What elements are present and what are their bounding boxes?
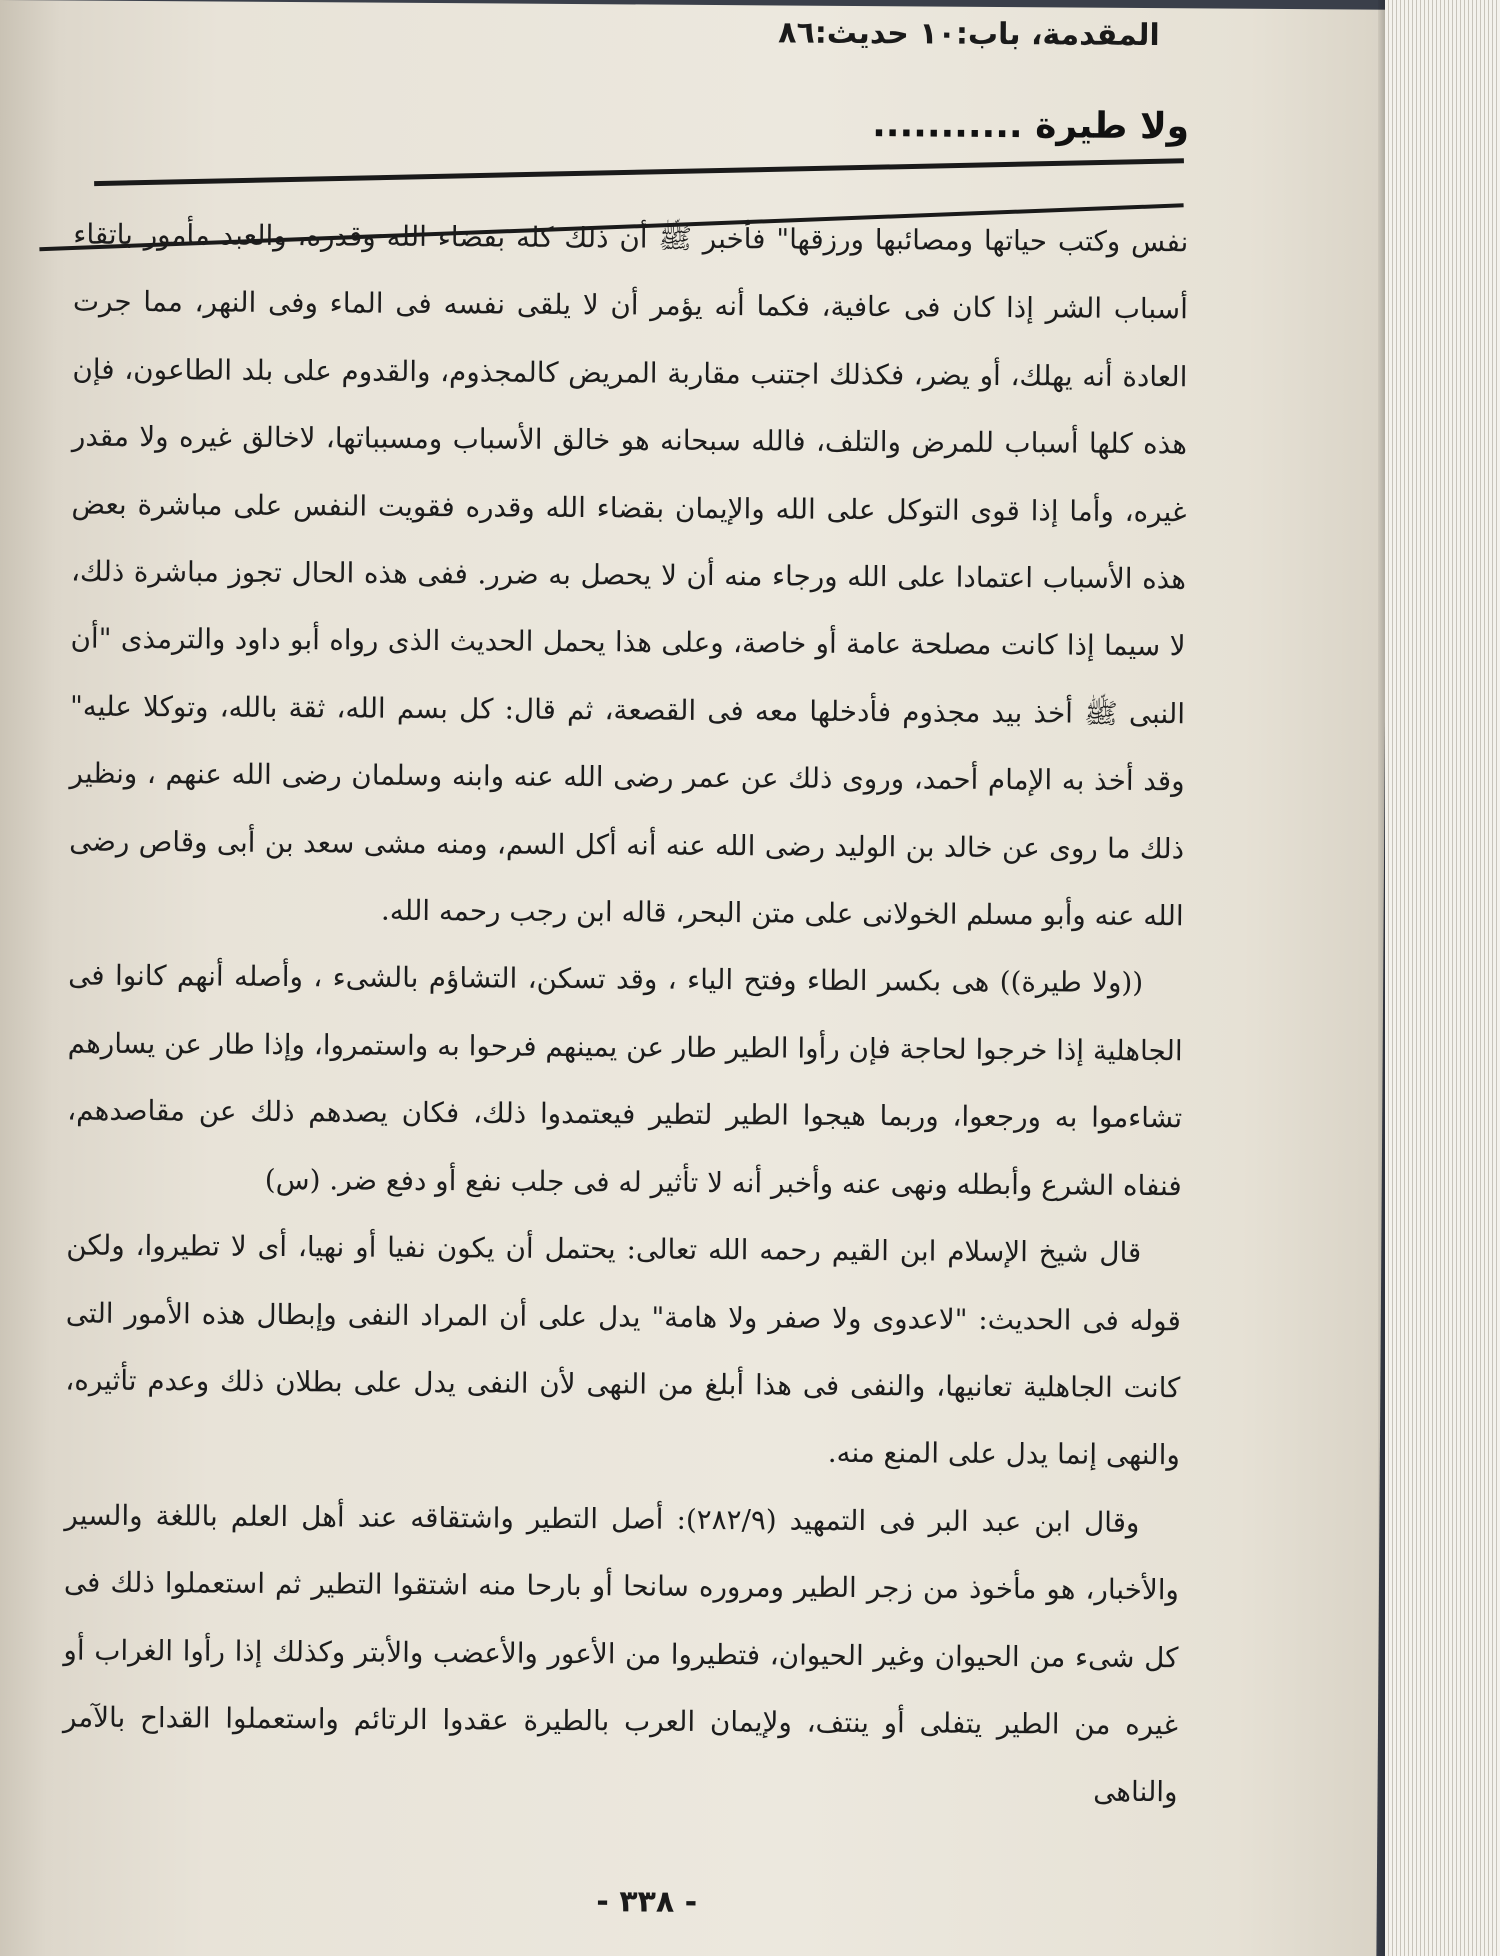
page-body <box>62 201 1188 1826</box>
paragraph-1: نفس وكتب حياتها ومصائبها ورزقها" فأخبر ﷺ أن ذلك كله بقضاء الله وقدره، والعبد مأمور باتقاء أسباب الشر إذا كان فى عافية، فكما أنه يؤمر أن لا يلقى نفسه فى الماء وفى النهر، مما جرت العادة أنه يهلك، أو يضر، فكذلك اجتنب مقاربة المريض كالمجذوم، والقدوم على بلد الطاعون، فإن هذه كلها أسباب للمرض والتلف، فالله سبحانه هو خالق الأسباب ومسبباتها، لاخالق غيره ولا مقدر غيره، وأما إذا قوى التوكل على الله والإيمان بقضاء الله وقدره فقويت النفس على مباشرة بعض هذه الأسباب اعتمادا على الله ورجاء منه أن لا يحصل به ضرر. ففى هذه الحال تجوز مباشرة ذلك، لا سيما إذا كانت مصلحة عامة أو خاصة، وعلى هذا يحمل الحديث الذى رواه أبو داود والترمذى "أن النبى ﷺ أخذ بيد مجذوم فأدخلها معه فى القصعة، ثم قال: كل بسم الله، ثقة بالله، وتوكلا عليه" وقد أخذ به الإمام أحمد، وروى ذلك عن عمر رضى الله عنه وابنه وسلمان رضى الله عنهم ، ونظير ذلك ما روى عن خالد بن الوليد رضى الله عنه أنه أكل السم، ومنه مشى سعد بن أبى وقاص رضى الله عنه وأبو مسلم الخولانى على متن البحر، قاله ابن رجب رحمه الله. <box>69 217 1189 933</box>
page-number: - ٣٣٨ - <box>596 1884 698 1920</box>
running-header: المقدمة، باب:١٠ حديث:٨٦ <box>778 15 1160 54</box>
book-page-edges <box>1385 0 1500 1956</box>
section-title: ولا طيرة ........... <box>872 104 1190 148</box>
paragraph-2: ((ولا طيرة)) هى بكسر الطاء وفتح الياء ، وقد تسكن، التشاؤم بالشىء ، وأصله أنهم كانوا فى الجاهلية إذا خرجوا لحاجة فإن رأوا الطير طار عن يمينهم فرحوا به واستمروا، وإذا طار عن يسارهم تشاءموا به ورجعوا، وربما هيجوا الطير لتطير فيعتمدوا ذلك، فكان يصدهم ذلك عن مقاصدهم، فنفاه الشرع وأبطله ونهى عنه وأخبر أنه لا تأثير له فى جلب نفع أو دفع ضر. (س) <box>67 958 1183 1202</box>
paragraph-3: قال شيخ الإسلام ابن القيم رحمه الله تعالى: يحتمل أن يكون نفيا أو نهيا، أى لا تطيروا، ولكن قوله فى الحديث: "لاعدوى ولا صفر ولا هامة" يدل على أن المراد النفى وإبطال هذه الأمور التى كانت الجاهلية تعانيها، والنفى فى هذا أبلغ من النهى لأن النفى يدل على بطلان ذلك وعدم تأثيره، والنهى إنما يدل على المنع منه. <box>65 1228 1181 1472</box>
paragraph-4: وقال ابن عبد البر فى التمهيد (٢٨٢/٩): أصل التطير واشتقاقه عند أهل العلم باللغة والسير والأخبار، هو مأخوذ من زجر الطير ومروره سانحا أو بارحا منه اشتقوا التطير ثم استعملوا ذلك فى كل شىء من الحيوان وغير الحيوان، فتطيروا من الأعور والأعضب والأبتر وكذلك إذا رأوا الغراب أو غيره من الطير يتفلى أو ينتف، ولإيمان العرب بالطيرة عقدوا الرتائم واستعملوا القداح بالآمر والناهى <box>62 1498 1180 1809</box>
